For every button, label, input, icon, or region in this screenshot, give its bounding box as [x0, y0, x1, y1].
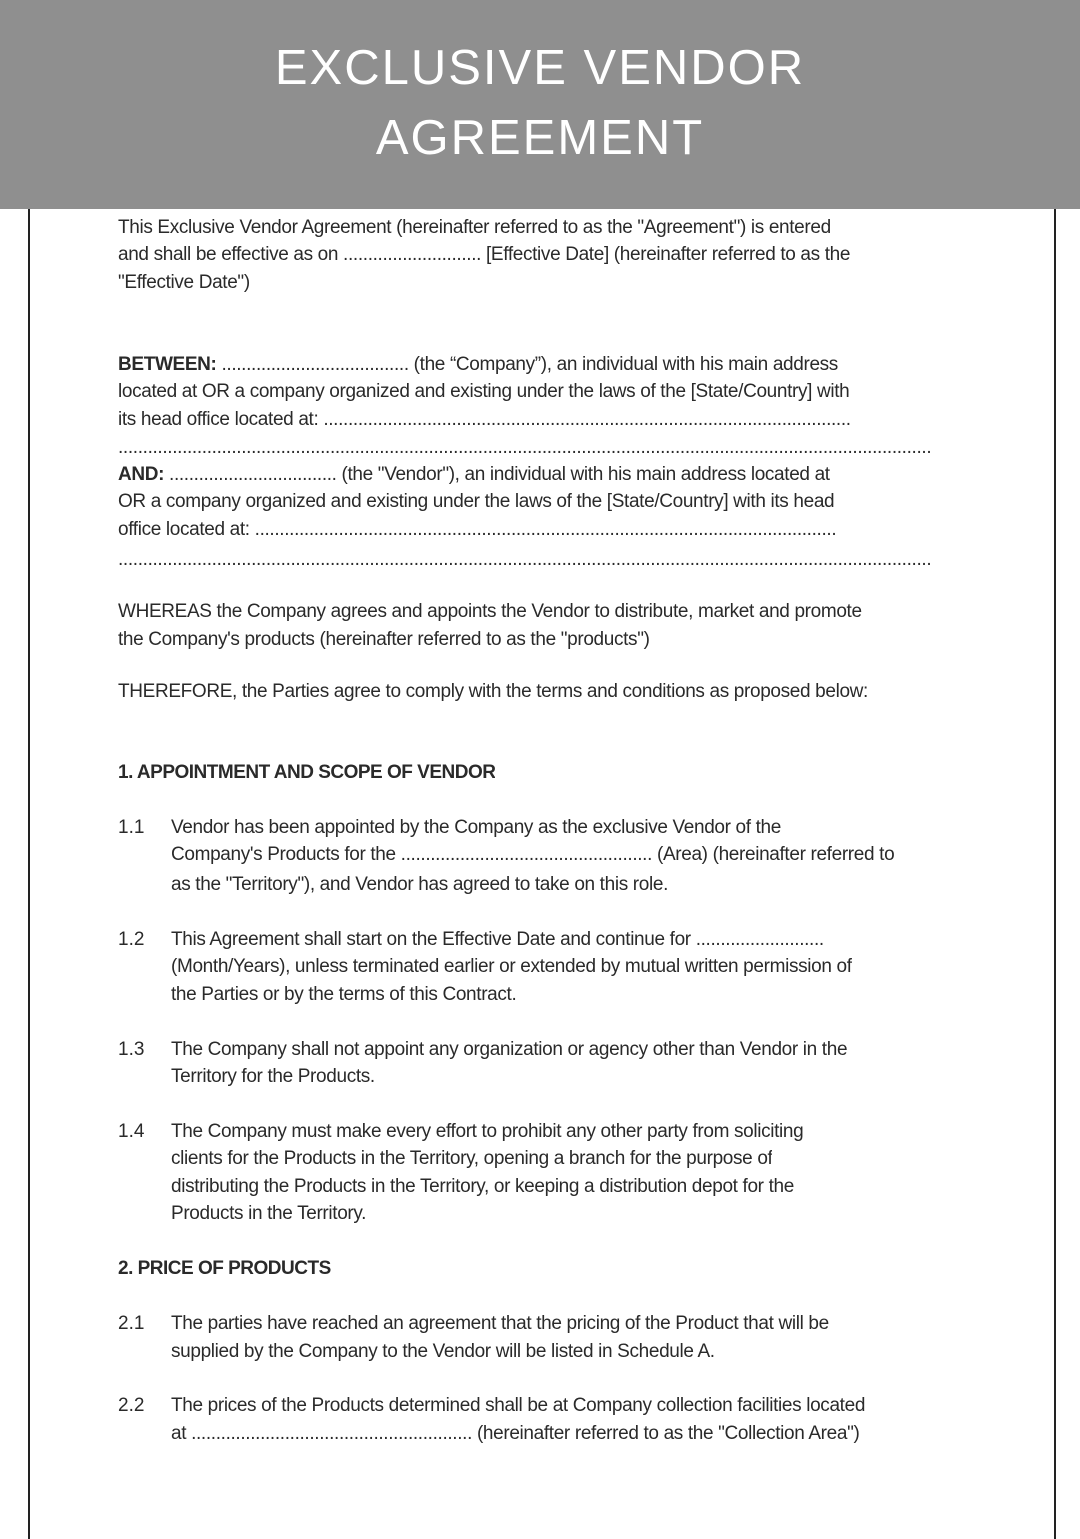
clause-number: 2.2: [118, 1395, 145, 1416]
text-line: Company's Products for the ................................................... (Area) (hereinafter referred to: [171, 844, 895, 865]
blank-line: .....................................................................................................................................................................: [118, 549, 932, 570]
text-line: This Exclusive Vendor Agreement (hereinafter referred to as the "Agreement") is entered: [118, 217, 831, 238]
between-label: BETWEEN:: [118, 354, 217, 375]
text-line: The Company must make every effort to prohibit any other party from soliciting: [171, 1121, 804, 1142]
text-line: This Agreement shall start on the Effective Date and continue for ..........................: [171, 929, 824, 950]
text-line: Products in the Territory.: [171, 1203, 367, 1224]
section-heading: 2. PRICE OF PRODUCTS: [118, 1258, 331, 1279]
text-line: as the "Territory"), and Vendor has agreed to take on this role.: [171, 874, 668, 895]
text-line: WHEREAS the Company agrees and appoints the Vendor to distribute, market and promote: [118, 601, 862, 622]
text-line: Vendor has been appointed by the Company as the exclusive Vendor of the: [171, 817, 781, 838]
text-line: ...................................... (the “Company”), an individual with his main address: [216, 354, 838, 375]
clause-number: 1.2: [118, 929, 145, 950]
title-line-1: EXCLUSIVE VENDOR: [274, 41, 806, 95]
text-line: the Parties or by the terms of this Contract.: [171, 984, 517, 1005]
text-line: (Month/Years), unless terminated earlier or extended by mutual written permission of: [171, 956, 852, 977]
text-line: The parties have reached an agreement that the pricing of the Product that will be: [171, 1313, 829, 1334]
text-line: located at OR a company organized and existing under the laws of the [State/Country] with: [118, 381, 850, 402]
title-line-2: AGREEMENT: [375, 111, 705, 165]
clause-number: 1.4: [118, 1121, 145, 1142]
text-line: its head office located at: ...........................................................................................................: [118, 409, 851, 430]
text-line: at ......................................................... (hereinafter referred to as the "Collection Area"): [171, 1423, 860, 1444]
text-line: The Company shall not appoint any organization or agency other than Vendor in the: [171, 1039, 848, 1060]
text-line: the Company's products (hereinafter referred to as the "products"): [118, 629, 650, 650]
text-line: Territory for the Products.: [171, 1066, 375, 1087]
text-line: The prices of the Products determined shall be at Company collection facilities located: [171, 1395, 866, 1416]
therefore-paragraph: THEREFORE, the Parties agree to comply with the terms and conditions as proposed below:: [118, 681, 868, 702]
text-line: and shall be effective as on ............................ [Effective Date] (hereinafter referred to as the: [118, 244, 851, 265]
clause-number: 1.3: [118, 1039, 145, 1060]
clause-number: 1.1: [118, 817, 145, 838]
text-line: .................................. (the "Vendor"), an individual with his main address located at: [164, 464, 830, 485]
title-banner: [0, 0, 1080, 209]
text-line: supplied by the Company to the Vendor will be listed in Schedule A.: [171, 1341, 715, 1362]
clause-number: 2.1: [118, 1313, 145, 1334]
section-heading: 1. APPOINTMENT AND SCOPE OF VENDOR: [118, 762, 496, 783]
and-label: AND:: [118, 464, 165, 485]
text-line: distributing the Products in the Territory, or keeping a distribution depot for the: [171, 1176, 794, 1197]
text-line: OR a company organized and existing under the laws of the [State/Country] with its head: [118, 491, 835, 512]
text-line: "Effective Date"): [118, 272, 250, 293]
text-line: office located at: ......................................................................................................................: [118, 519, 837, 540]
text-line: clients for the Products in the Territory, opening a branch for the purpose of: [171, 1148, 773, 1169]
blank-line: .....................................................................................................................................................................: [118, 437, 932, 458]
